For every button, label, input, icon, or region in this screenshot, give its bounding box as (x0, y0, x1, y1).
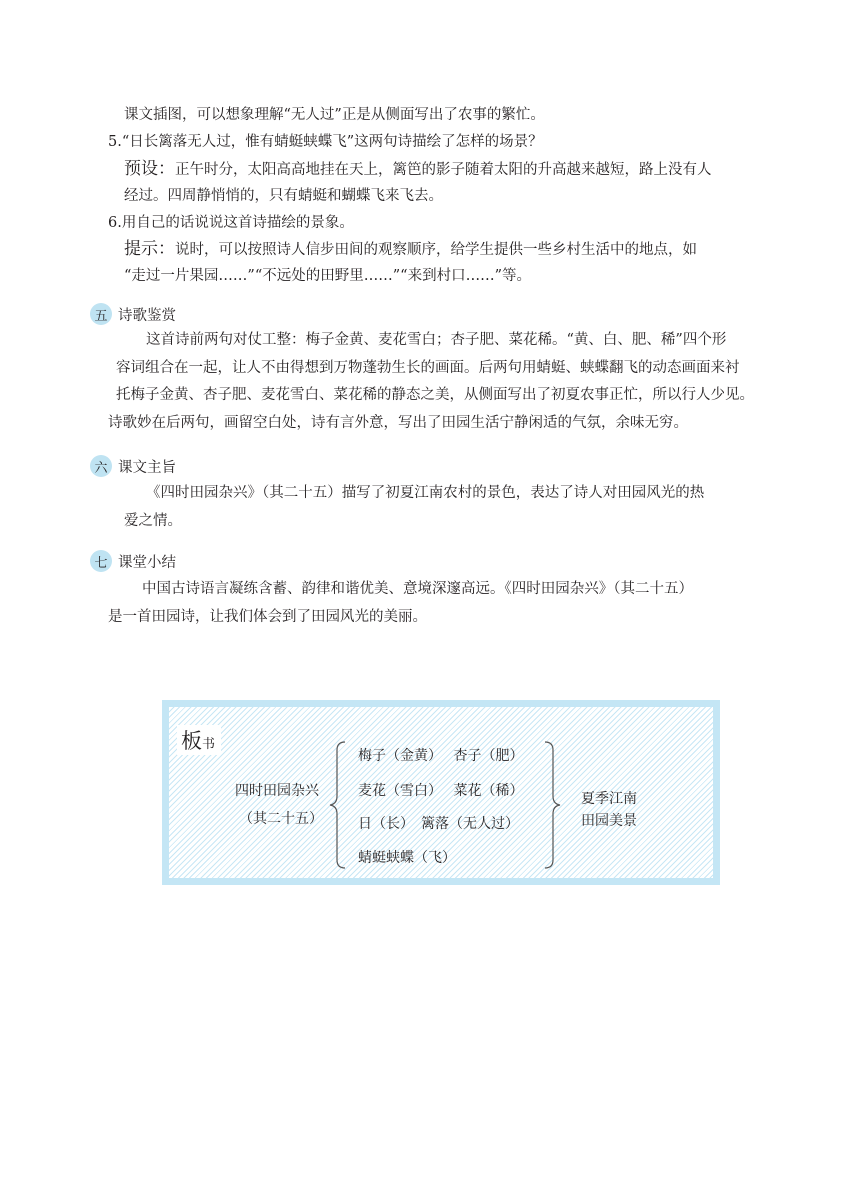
board-item: 日（长） 篱落（无人过） (358, 816, 519, 832)
section-title: 课堂小结 (118, 554, 176, 571)
paragraph-line: 这首诗前两句对仗工整：梅子金黄、麦花雪白；杏子肥、菜花稀。“黄、白、肥、稀”四个形 (146, 332, 727, 348)
section-badge: 六 (90, 455, 112, 477)
question-6: 6.用自己的话说说这首诗描绘的景象。 (108, 215, 354, 231)
board-item: 蜻蜓蛱蝶（飞） (358, 850, 456, 866)
board-result: 田园美景 (581, 813, 637, 829)
section-body-7 (108, 576, 693, 631)
section-badge: 七 (90, 550, 112, 572)
right-brace (541, 740, 561, 870)
board-tag-small: 书 (202, 737, 216, 752)
board-tag-big: 板 (181, 729, 202, 753)
poem-subtitle: （其二十五） (239, 811, 323, 827)
section-body-5 (108, 327, 754, 437)
blackboard-area (169, 707, 713, 878)
board-tag (177, 725, 221, 755)
left-brace (329, 740, 349, 870)
blackboard-summary (162, 700, 720, 885)
preset-text: 正午时分，太阳高高地挂在天上，篱笆的影子随着太阳的升高越来越短，路上没有人 (175, 162, 712, 178)
hint-line-2: “走过一片果园……”“不远处的田野里……”“来到村口……”等。 (124, 268, 531, 284)
question-5: 5.“日长篱落无人过，惟有蜻蜓蛱蝶飞”这两句诗描绘了怎样的场景？ (108, 134, 543, 150)
hint-line (124, 239, 697, 260)
paragraph-line: 托梅子金黄、杏子肥、麦花雪白、菜花稀的静态之美，从侧面写出了初夏农事正忙，所以行人少见。 (116, 387, 754, 403)
section-badge: 五 (90, 303, 112, 325)
hint-label: 提示： (124, 239, 175, 259)
board-result: 夏季江南 (581, 791, 637, 807)
paragraph-line: 诗歌妙在后两句，画留空白处，诗有言外意，写出了田园生活宁静闲适的气氛，余味无穷。 (108, 414, 688, 431)
preset-label: 预设： (124, 159, 175, 179)
text-line: 课文插图，可以想象理解“无人过”正是从侧面写出了农事的繁忙。 (124, 107, 545, 123)
paragraph-line: 中国古诗语言凝练含蓄、韵律和谐优美、意境深邃高远。《四时田园杂兴》（其二十五） (142, 581, 693, 597)
paragraph-line: 爱之情。 (124, 512, 182, 529)
section-header-7 (90, 550, 176, 572)
paragraph-line: 《四时田园杂兴》（其二十五）描写了初夏江南农村的景色，表达了诗人对田园风光的热 (146, 485, 705, 501)
section-header-5 (90, 303, 176, 325)
preset-line (124, 159, 712, 180)
poem-title: 四时田园杂兴 (235, 783, 319, 799)
preset-line-2: 经过。四周静悄悄的，只有蜻蜓和蝴蝶飞来飞去。 (124, 188, 443, 204)
section-header-6 (90, 455, 176, 477)
hint-text: 说时，可以按照诗人信步田间的观察顺序，给学生提供一些乡村生活中的地点，如 (175, 242, 697, 258)
section-title: 课文主旨 (118, 459, 176, 476)
section-body-6 (124, 480, 704, 535)
board-item: 梅子（金黄） 杏子（肥） (358, 748, 524, 764)
board-item: 麦花（雪白） 菜花（稀） (358, 783, 524, 799)
paragraph-line: 是一首田园诗，让我们体会到了田园风光的美丽。 (108, 608, 427, 625)
paragraph-line: 容词组合在一起，让人不由得想到万物蓬勃生长的画面。后两句用蜻蜓、蛱蝶翻飞的动态画面来衬 (116, 359, 740, 376)
section-title: 诗歌鉴赏 (118, 307, 176, 324)
